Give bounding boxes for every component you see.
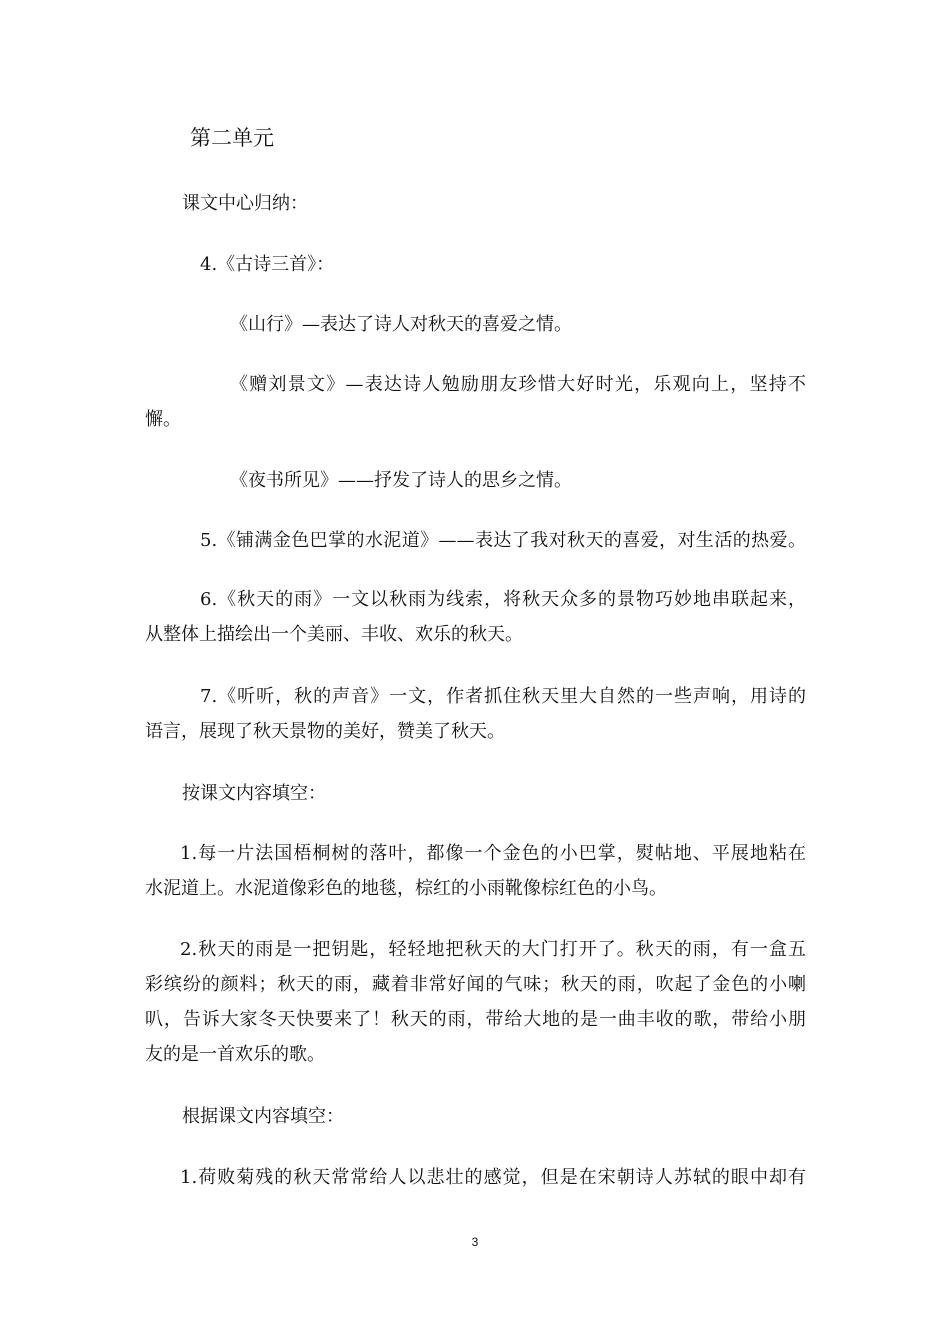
poem-zeng-liujingwen-line2: 懈。 bbox=[145, 409, 181, 430]
poem-zeng-liujingwen-line1: 《赠刘景文》—表达诗人勉励朋友珍惜大好时光，乐观向上，坚持不 bbox=[230, 374, 806, 395]
fill-2-line3: 叭，告诉大家冬天快要来了！秋天的雨，带给大地的是一曲丰收的歌，带给小朋 bbox=[145, 1009, 806, 1030]
fill-1-line2: 水泥道上。水泥道像彩色的地毯，棕红的小雨靴像棕红色的小鸟。 bbox=[145, 878, 667, 899]
page-number: 3 bbox=[471, 1235, 479, 1249]
fill-2-line1: 2.秋天的雨是一把钥匙，轻轻地把秋天的大门打开了。秋天的雨，有一盒五 bbox=[180, 939, 806, 960]
section-heading-fill-1: 按课文内容填空： bbox=[182, 783, 326, 804]
item-6-line1: 6.《秋天的雨》一文以秋雨为线索，将秋天众多的景物巧妙地串联起来， bbox=[200, 589, 806, 610]
fill-1-line1: 1.每一片法国梧桐树的落叶，都像一个金色的小巴掌，熨帖地、平展地粘在 bbox=[180, 843, 806, 864]
poem-shanxing: 《山行》—表达了诗人对秋天的喜爱之情。 bbox=[230, 314, 572, 335]
fill-2-line2: 彩缤纷的颜料；秋天的雨，藏着非常好闻的气味；秋天的雨，吹起了金色的小喇 bbox=[145, 974, 806, 995]
unit-title: 第二单元 bbox=[190, 126, 274, 150]
fill-3-line1: 1.荷败菊残的秋天常常给人以悲壮的感觉，但是在宋朝诗人苏轼的眼中却有 bbox=[180, 1167, 806, 1188]
item-6-line2: 从整体上描绘出一个美丽、丰收、欢乐的秋天。 bbox=[145, 624, 523, 645]
poem-yeshu-suojian: 《夜书所见》——抒发了诗人的思乡之情。 bbox=[230, 470, 572, 491]
section-heading-fill-2: 根据课文内容填空： bbox=[182, 1106, 344, 1127]
item-4-header: 4.《古诗三首》： bbox=[200, 254, 335, 275]
item-5: 5.《铺满金色巴掌的水泥道》——表达了我对秋天的喜爱，对生活的热爱。 bbox=[200, 530, 806, 551]
item-7-line2: 语言，展现了秋天景物的美好，赞美了秋天。 bbox=[145, 721, 505, 742]
item-7-line1: 7.《听听，秋的声音》一文，作者抓住秋天里大自然的一些声响，用诗的 bbox=[200, 686, 806, 707]
section-heading-summary: 课文中心归纳： bbox=[182, 193, 308, 214]
fill-2-line4: 友的是一首欢乐的歌。 bbox=[145, 1044, 325, 1065]
